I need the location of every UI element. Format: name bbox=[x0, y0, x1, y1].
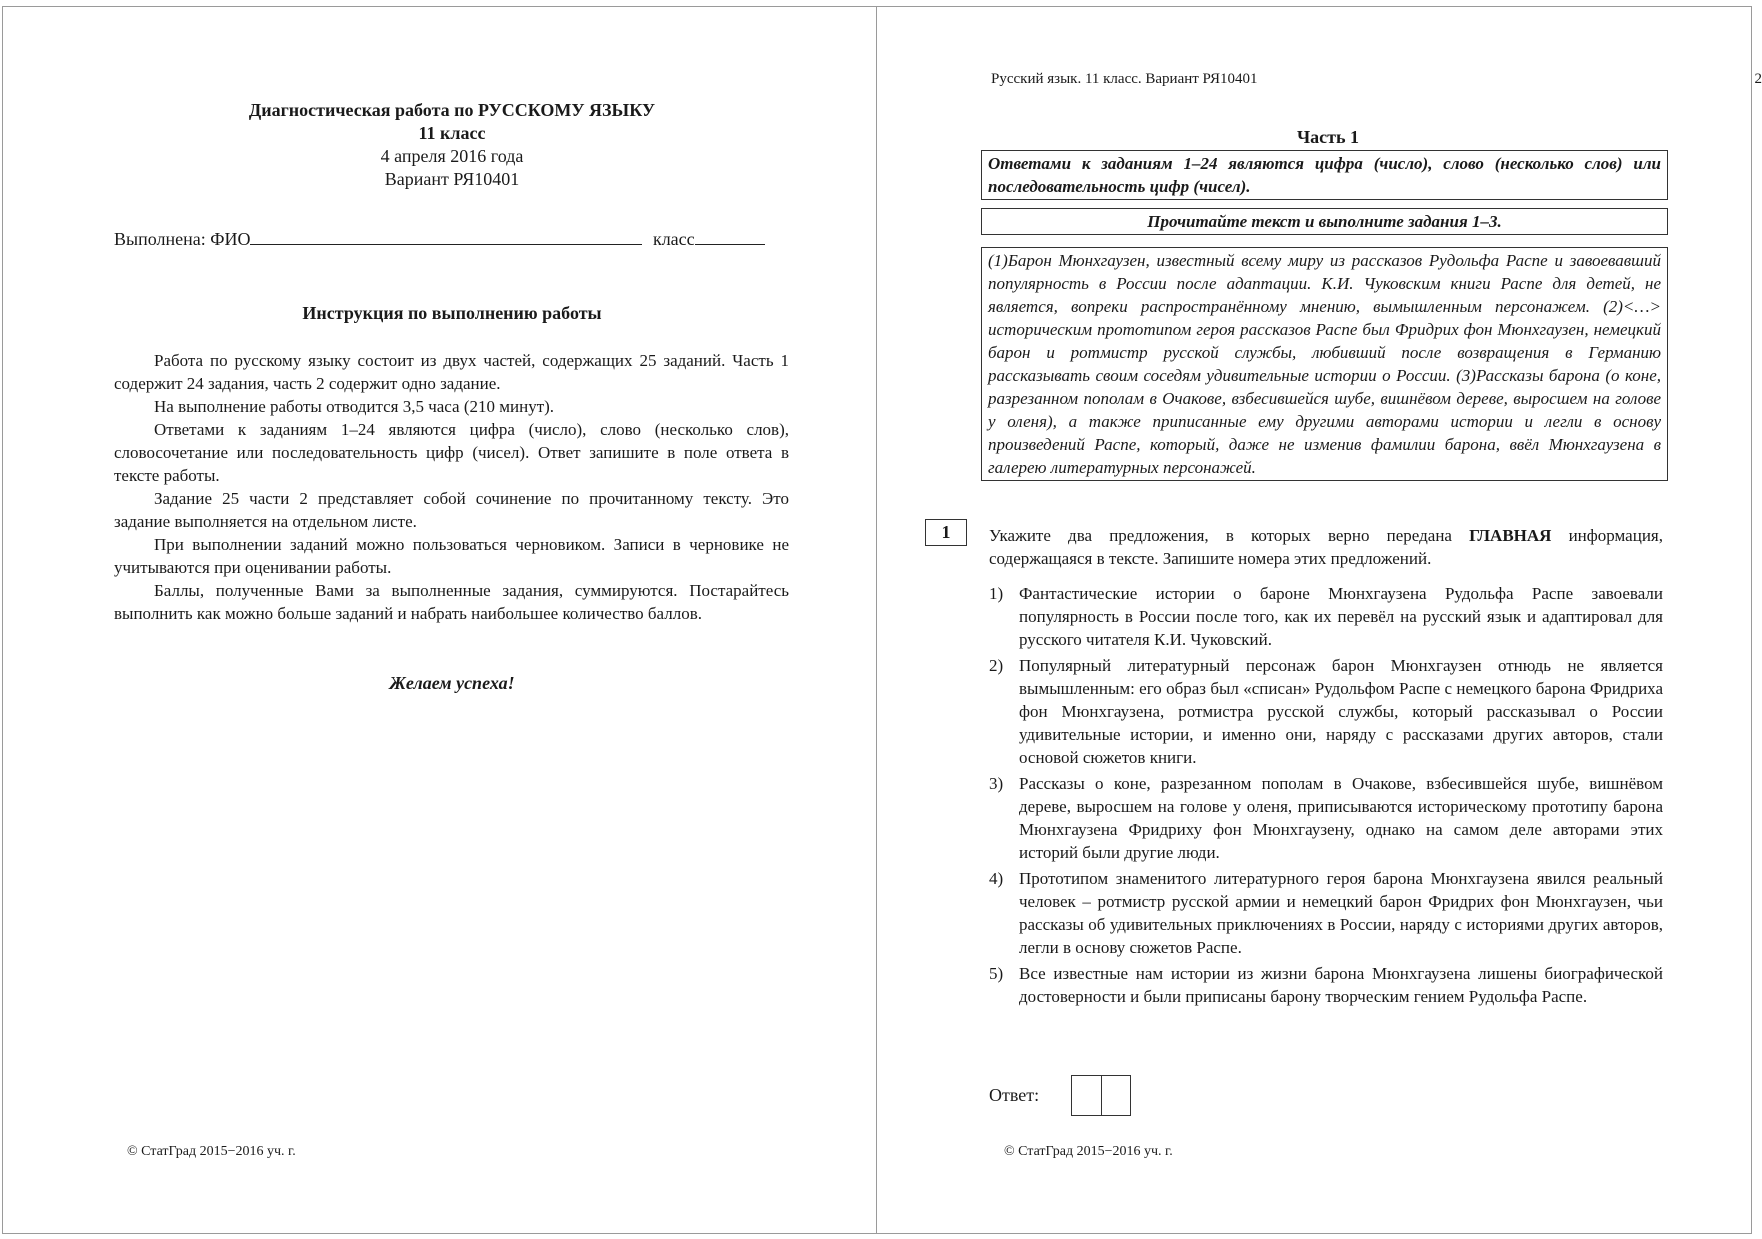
running-header: Русский язык. 11 класс. Вариант РЯ10401 bbox=[991, 71, 1258, 87]
instruction-paragraph: Работа по русскому языку состоит из двух частей, содержащих 25 заданий. Часть 1 содержит 24 задания, часть 2 содержит одно задание. bbox=[114, 351, 789, 393]
left-footer: © СтатГрад 2015−2016 уч. г. bbox=[127, 1144, 296, 1159]
left-page bbox=[2, 6, 878, 1234]
reading-text-box bbox=[981, 247, 1668, 481]
option-item bbox=[989, 654, 1663, 769]
option-item bbox=[989, 772, 1663, 864]
document-title: Диагностическая работа по РУССКОМУ ЯЗЫКУ bbox=[248, 100, 656, 120]
option-number: 5) bbox=[989, 964, 1004, 983]
read-instruction: Прочитайте текст и выполните задания 1–3. bbox=[1147, 212, 1502, 231]
option-text: Все известные нам истории из жизни барона Мюнхгаузена лишены биографической достоверности и были приписаны барону творческим гением Рудольфа Распе. bbox=[1019, 964, 1663, 1006]
answer-cell-2[interactable] bbox=[1101, 1076, 1131, 1115]
task-prompt bbox=[989, 524, 1663, 570]
right-footer: © СтатГрад 2015−2016 уч. г. bbox=[1004, 1144, 1173, 1159]
completed-by-label: Выполнена: ФИО bbox=[114, 229, 251, 249]
task-number: 1 bbox=[941, 522, 951, 542]
task-number-box bbox=[925, 519, 967, 546]
title-block bbox=[3, 99, 901, 191]
instruction-paragraph: Ответами к заданиям 1–24 являются цифра (число), слово (несколько слов), словосочетание или последовательность цифр (чисел). Ответ запишите в поле ответа в тексте работы. bbox=[114, 420, 789, 485]
instruction-paragraph: При выполнении заданий можно пользоваться черновиком. Записи в черновике не учитываются при оценивании работы. bbox=[114, 535, 789, 577]
option-item bbox=[989, 962, 1663, 1008]
option-item bbox=[989, 867, 1663, 959]
instruction-paragraph: На выполнение работы отводится 3,5 часа (210 минут). bbox=[154, 397, 555, 416]
answer-cells bbox=[1071, 1075, 1131, 1116]
variant-label: Вариант РЯ10401 bbox=[384, 169, 520, 189]
student-name-field[interactable] bbox=[250, 226, 642, 245]
answers-note: Ответами к заданиям 1–24 являются цифра (число), слово (несколько слов) или последовательность цифр (чисел). bbox=[988, 154, 1661, 196]
right-page bbox=[876, 6, 1762, 1234]
grade-label: 11 класс bbox=[418, 123, 486, 143]
instruction-paragraph: Задание 25 части 2 представляет собой сочинение по прочитанному тексту. Это задание выполняется на отдельном листе. bbox=[114, 489, 789, 531]
option-item bbox=[989, 582, 1663, 651]
option-number: 4) bbox=[989, 869, 1004, 888]
instruction-heading: Инструкция по выполнению работы bbox=[302, 303, 602, 323]
answer-label: Ответ: bbox=[989, 1085, 1040, 1105]
option-text: Фантастические истории о бароне Мюнхгаузена Рудольфа Распе завоевали популярность в России после того, как их перевёл на русский язык и адаптировал для русского читателя К.И. Чуковский. bbox=[1019, 584, 1663, 649]
reading-text: (1)Барон Мюнхгаузен, известный всему миру из рассказов Рудольфа Распе и завоевавший популярность в России после адаптации. К.И. Чуковским книги Распе для детей, не является, вопреки распространённому мнению, вымышленным персонажем. (2)<…> историческим прототипом героя рассказов Распе был Фридрих фон Мюнхгаузен, немецкий барон и ротмистр русской службы, любивший после возвращения в Германию рассказывать своим соседям удивительные истории о России. (3)Рассказы барона (о коне, разрезанном пополам в Очакове, взбесившейся шубе, вишнёвом дереве, выросшем на голове у оленя), а также приписанные ему другими авторами истории и легли в основу произведений Распе, который, даже не изменив фамилии барона, ввёл Мюнхгаузена в галерею литературных персонажей. bbox=[988, 251, 1661, 477]
answer-cell-1[interactable] bbox=[1072, 1076, 1101, 1115]
option-text: Прототипом знаменитого литературного героя барона Мюнхгаузена явился реальный человек – ротмистр русской армии и немецкий барон Фридрих фон Мюнхгаузен, чьи рассказы об удивительных приключениях в России, наряду с историями других авторов, легли в основу сюжетов Распе. bbox=[1019, 869, 1663, 957]
option-text: Рассказы о коне, разрезанном пополам в Очакове, взбесившейся шубе, вишнёвом дереве, выросшем на голове у оленя, приписываются историческому прототипу барона Мюнхгаузена Фридриху фон Мюнхгаузену, однако на самом деле авторами этих историй были другие люди. bbox=[1019, 774, 1663, 862]
task-prompt-emphasis: ГЛАВНАЯ bbox=[1469, 526, 1552, 545]
wish-text: Желаем успеха! bbox=[389, 673, 515, 693]
class-field[interactable] bbox=[695, 226, 765, 245]
task-prompt-text: Укажите два предложения, в которых верно передана bbox=[989, 526, 1470, 545]
answer-options bbox=[989, 582, 1663, 1011]
option-number: 3) bbox=[989, 774, 1004, 793]
option-number: 1) bbox=[989, 584, 1004, 603]
class-label: класс bbox=[652, 229, 695, 249]
instruction-body bbox=[114, 349, 789, 625]
part-title: Часть 1 bbox=[1296, 127, 1360, 147]
answers-note-box bbox=[981, 150, 1668, 200]
instruction-paragraph: Баллы, полученные Вами за выполненные задания, суммируются. Постарайтесь выполнить как можно больше заданий и набрать наибольшее количество баллов. bbox=[114, 581, 789, 623]
option-number: 2) bbox=[989, 656, 1004, 675]
exam-date: 4 апреля 2016 года bbox=[380, 146, 524, 166]
read-instruction-box bbox=[981, 208, 1668, 235]
option-text: Популярный литературный персонаж барон Мюнхгаузен отнюдь не является вымышленным: его образ был «списан» Рудольфом Распе с немецкого барона Фридриха фон Мюнхгаузена, ротмистра русской службы, который рассказывал о России удивительные истории, и именно они, наряду с рассказами других авторов, стали основой сюжетов книги. bbox=[1019, 656, 1663, 767]
page-number: 2 bbox=[1754, 71, 1762, 87]
task-prompt-text-end: информация, содержащаяся в тексте. Запишите номера этих предложений. bbox=[989, 526, 1663, 568]
student-info-row bbox=[114, 226, 794, 251]
